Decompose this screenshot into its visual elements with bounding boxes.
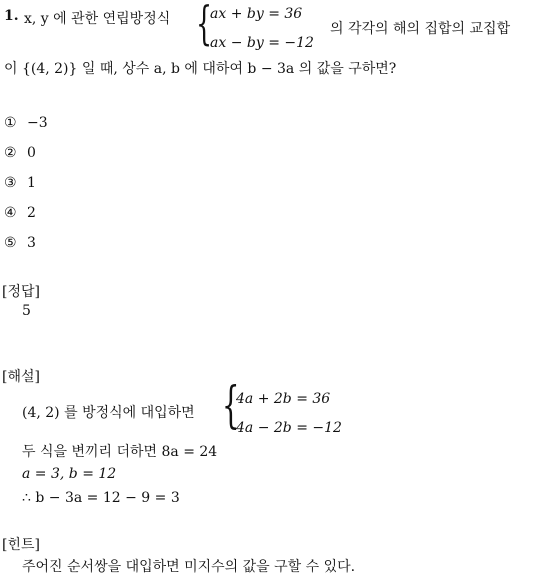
question-number: 1. — [4, 8, 19, 24]
choice-value: 3 — [27, 235, 36, 251]
choice-marker: ① — [4, 115, 17, 131]
question-line-2: 이 {(4, 2)} 일 때, 상수 a, b 에 대하여 b − 3a 의 값을 구하면? — [4, 61, 397, 77]
answer-value: 5 — [22, 303, 31, 319]
choice-1[interactable] — [4, 115, 48, 131]
left-brace: { — [196, 0, 213, 50]
choice-value: 2 — [27, 205, 36, 221]
choice-value: 0 — [27, 145, 36, 161]
choice-4[interactable] — [4, 205, 36, 221]
choice-marker: ③ — [4, 175, 17, 191]
explanation-equation-1: 4a + 2b = 36 — [236, 391, 331, 407]
explanation-brace: { — [222, 376, 240, 434]
choice-marker: ④ — [4, 205, 17, 221]
question-intro: x, y 에 관한 연립방정식 — [24, 11, 171, 27]
choice-2[interactable] — [4, 145, 36, 161]
explanation-equation-2: 4a − 2b = −12 — [236, 420, 342, 436]
explanation-line-1: (4, 2) 를 방정식에 대입하면 — [22, 405, 195, 421]
choice-marker: ⑤ — [4, 235, 17, 251]
explanation-line-4: ∴ b − 3a = 12 − 9 = 3 — [22, 490, 180, 506]
choice-marker: ② — [4, 145, 17, 161]
system-equation-2: ax − by = −12 — [210, 35, 314, 51]
explanation-label: [해설] — [2, 369, 40, 385]
choice-value: 1 — [27, 175, 36, 191]
choice-3[interactable] — [4, 175, 36, 191]
system-equation-1: ax + by = 36 — [210, 6, 303, 22]
choice-5[interactable] — [4, 235, 36, 251]
explanation-line-3: a = 3, b = 12 — [22, 466, 117, 482]
question-tail: 의 각각의 해의 집합의 교집합 — [330, 21, 511, 37]
hint-text: 주어진 순서쌍을 대입하면 미지수의 값을 구할 수 있다. — [22, 559, 356, 575]
hint-label: [힌트] — [2, 537, 40, 553]
answer-label: [정답] — [2, 284, 40, 300]
explanation-line-2: 두 식을 변끼리 더하면 8a = 24 — [22, 444, 218, 460]
choice-value: −3 — [27, 115, 48, 131]
